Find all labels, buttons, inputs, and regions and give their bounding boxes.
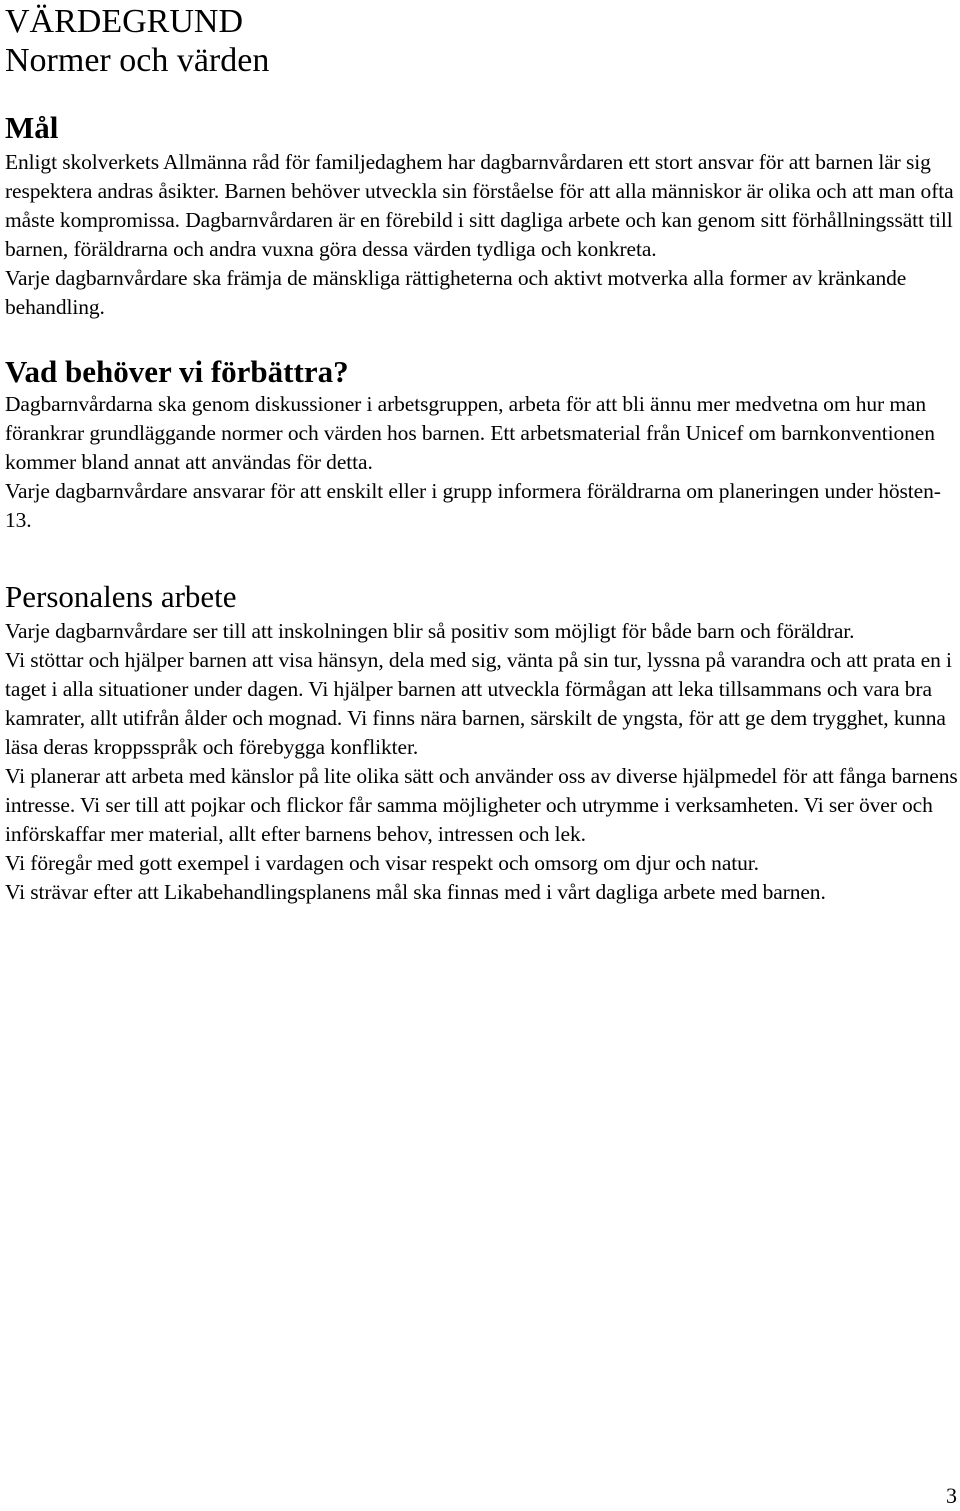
paragraph-personal-4: Vi föregår med gott exempel i vardagen och visar respekt och omsorg om djur och natur.: [5, 851, 759, 875]
paragraph-personal-3: Vi planerar att arbeta med känslor på lite olika sätt och använder oss av diverse hjälpmedel för att fånga barnens intresse. Vi ser till att pojkar och flickor får samma möjligheter och utrymme i verksamheten. Vi ser över och införskaffar mer material, allt efter barnens behov, intressen och lek.: [5, 764, 958, 846]
document-title-line2: Normer och värden: [5, 42, 270, 79]
paragraph-mal-1: Enligt skolverkets Allmänna råd för familjedaghem har dagbarnvårdaren ett stort ansvar för att barnen lär sig respektera andras åsikter. Barnen behöver utveckla sin förståelse för att alla människor är olika och att man ofta måste kompromissa. Dagbarnvårdaren är en förebild i sitt dagliga arbete och kan genom sitt förhållningssätt till barnen, föräldrarna och andra vuxna göra dessa värden tydliga och konkreta.: [5, 150, 954, 261]
paragraph-personal-1: Varje dagbarnvårdare ser till att inskolningen blir så positiv som möjligt för både barn och föräldrar.: [5, 619, 855, 643]
paragraph-forbattra-1: Dagbarnvårdarna ska genom diskussioner i arbetsgruppen, arbeta för att bli ännu mer medvetna om hur man förankrar grundläggande normer och värden hos barnen. Ett arbetsmaterial från Unicef om barnkonventionen kommer bland annat att användas för detta.: [5, 392, 935, 474]
document-page: [5, 0, 960, 907]
section-personal: [5, 579, 960, 907]
document-title: [5, 0, 960, 80]
section-heading-forbattra: Vad behöver vi förbättra?: [5, 354, 349, 389]
section-mal: [5, 110, 960, 322]
section-heading-mal: Mål: [5, 110, 59, 145]
paragraph-forbattra-2: Varje dagbarnvårdare ansvarar för att enskilt eller i grupp informera föräldrarna om planeringen under hösten-13.: [5, 479, 941, 532]
document-title-line1: VÄRDEGRUND: [5, 3, 243, 40]
paragraph-personal-5: Vi strävar efter att Likabehandlingsplanens mål ska finnas med i vårt dagliga arbete med barnen.: [5, 880, 826, 904]
section-heading-personal: Personalens arbete: [5, 579, 237, 614]
paragraph-mal-2: Varje dagbarnvårdare ska främja de mänskliga rättigheterna och aktivt motverka alla former av kränkande behandling.: [5, 266, 907, 319]
section-forbattra: [5, 354, 960, 535]
paragraph-personal-2: Vi stöttar och hjälper barnen att visa hänsyn, dela med sig, vänta på sin tur, lyssna på varandra och att prata en i taget i alla situationer under dagen. Vi hjälper barnen att utveckla förmågan att leka tillsammans och vara bra kamrater, allt utifrån ålder och mognad. Vi finns nära barnen, särskilt de yngsta, för att ge dem trygghet, kunna läsa deras kroppsspråk och förebygga konflikter.: [5, 648, 952, 759]
page-number: 3: [946, 1483, 957, 1508]
